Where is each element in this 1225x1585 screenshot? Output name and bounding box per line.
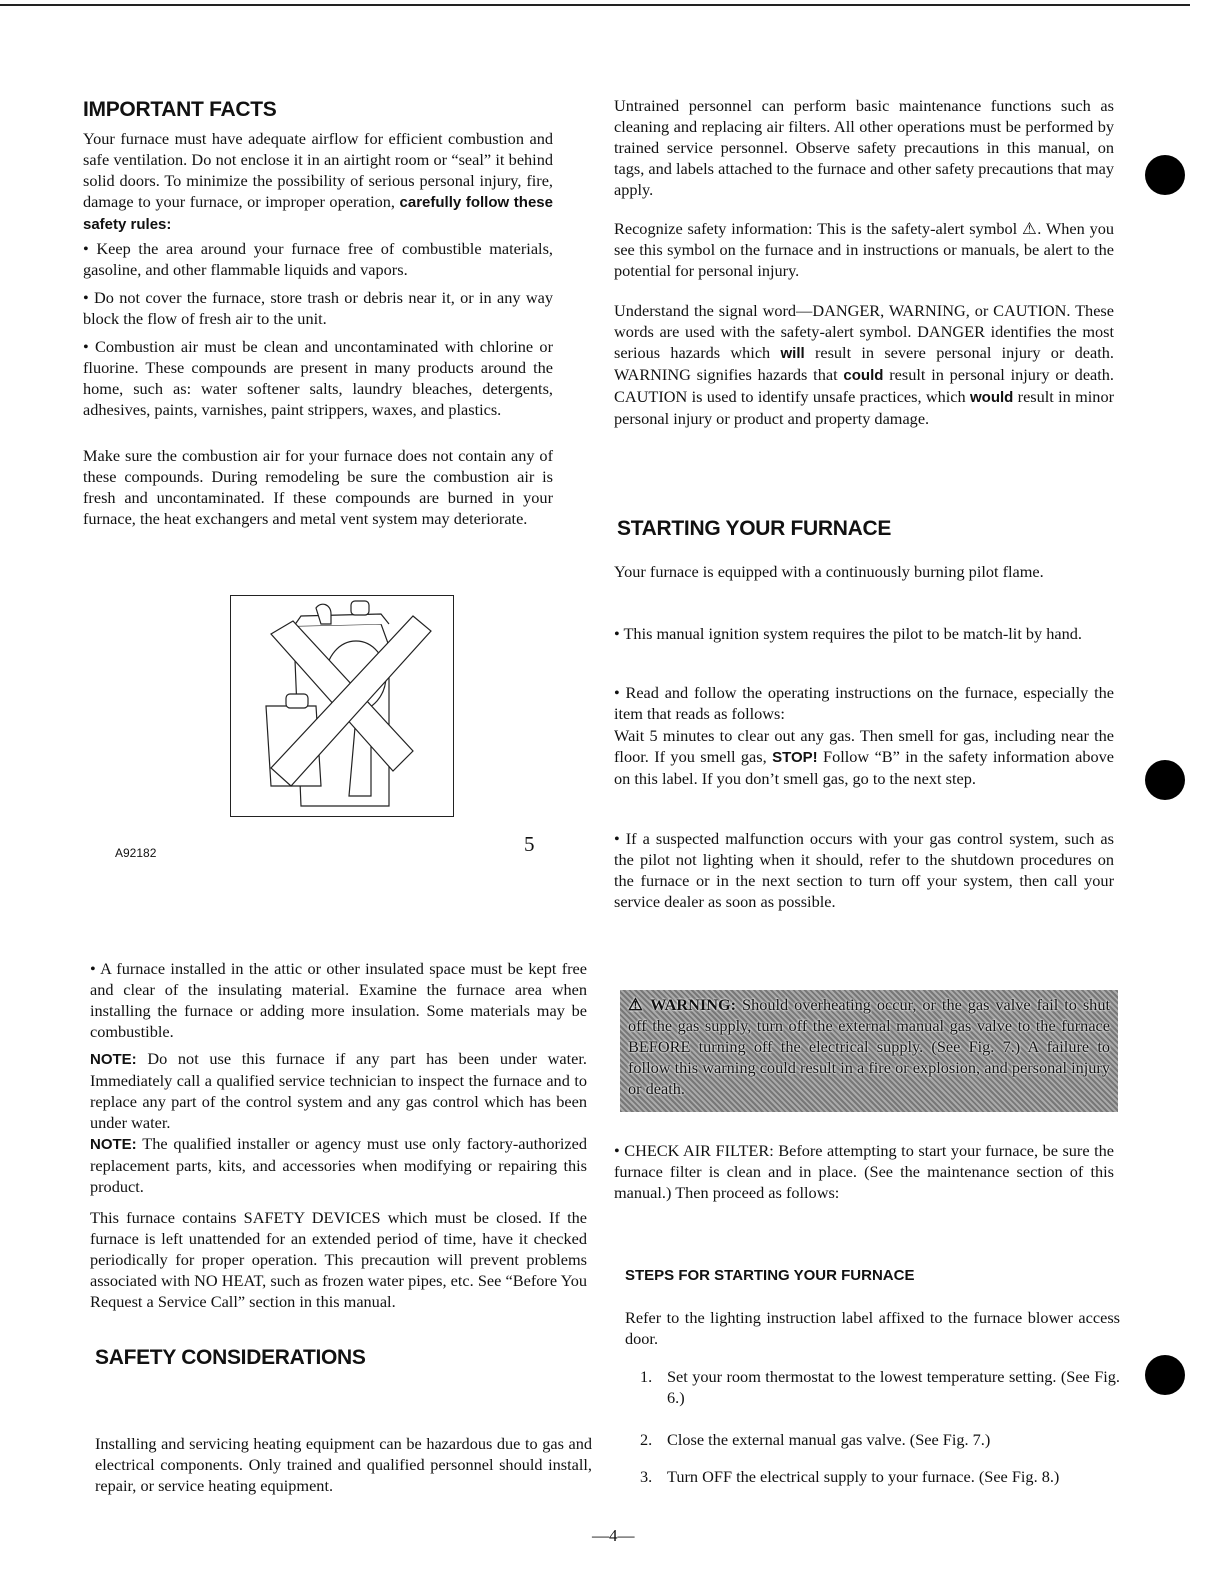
safety-devices-paragraph: This furnace contains SAFETY DEVICES which must be closed. If the furnace is left unattended for an extended period of time, have it checked periodically for proper operation. This precaution will prevent problems associated with NO HEAT, such as frozen water pipes, etc. See “Before You Request a Service Call” section in this manual. bbox=[90, 1208, 587, 1311]
bullet-item: • If a suspected malfunction occurs with your gas control system, such as the pilot not lighting when it should, refer to the shutdown procedures on the furnace or in the next section to turn off your system, then call your service dealer as soon as possible. bbox=[614, 829, 1114, 911]
note-paragraph bbox=[90, 1133, 587, 1197]
heading-starting-your-furnace: STARTING YOUR FURNACE bbox=[617, 517, 892, 540]
figure-no-flammables bbox=[230, 595, 454, 817]
bold-word: STOP! bbox=[772, 749, 818, 766]
signal-word-paragraph bbox=[614, 300, 1114, 429]
intro-bold: carefully follow these safety rules: bbox=[83, 194, 553, 233]
lighting-label-paragraph: Refer to the lighting instruction label affixed to the furnace blower access door. bbox=[625, 1308, 1120, 1348]
intro-text: Your furnace must have adequate airflow for efficient combustion and safe ventilation. Do not enclose it in an airtight room or “seal” it behind solid doors. To minimize the possibility of serious personal injury, fire, damage to your furnace, or improper operation, bbox=[83, 129, 553, 211]
bullet-text: If a suspected malfunction occurs with your gas control system, such as the pilot not lighting when it should, refer to the shutdown procedures on the furnace or in the next section to turn off your system, then call your service dealer as soon as possible. bbox=[614, 829, 1114, 911]
text: Wait 5 minutes to clear out any gas. Then smell for gas, including near the floor. If you smell gas, bbox=[614, 726, 1114, 766]
binder-hole-icon bbox=[1145, 155, 1185, 195]
note-text: The qualified installer or agency must use only factory-authorized replacement parts, kits, and accessories when modifying or repairing this product. bbox=[90, 1134, 587, 1196]
pilot-paragraph: Your furnace is equipped with a continuously burning pilot flame. bbox=[614, 562, 1044, 581]
step-item bbox=[640, 1429, 1120, 1450]
bullet-text: Read and follow the operating instructions on the furnace, especially the item that reads as follows: bbox=[614, 683, 1114, 723]
bullet-text: Combustion air must be clean and uncontaminated with chlorine or fluorine. These compounds are present in many products around the home, such as: water softener salts, laundry bleaches, detergents, adhesives, paints, varnishes, paint strippers, waxes, and plastics. bbox=[83, 337, 553, 419]
bold-word: will bbox=[780, 345, 805, 362]
bullet-item: • A furnace installed in the attic or other insulated space must be kept free and clear of the insulating material. Examine the furnace area when installing the furnace or adding more insulation. Some materials may be combustible. bbox=[90, 959, 587, 1041]
heading-safety-considerations: SAFETY CONSIDERATIONS bbox=[95, 1346, 366, 1369]
bold-word: would bbox=[970, 389, 1014, 406]
warning-box bbox=[620, 990, 1118, 1112]
bullet-item: • Do not cover the furnace, store trash or debris near it, or in any way block the flow of fresh air to the unit. bbox=[83, 288, 553, 328]
bullet-text: A furnace installed in the attic or other insulated space must be kept free and clear of the insulating material. Examine the furnace area when installing the furnace or adding more insulation. Some materials may be combustible. bbox=[90, 959, 587, 1041]
top-rule bbox=[0, 4, 1190, 6]
figure-number: 5 bbox=[524, 832, 535, 856]
step-item bbox=[640, 1366, 1120, 1408]
important-facts-intro bbox=[83, 128, 553, 235]
step-text: Turn OFF the electrical supply to your furnace. (See Fig. 8.) bbox=[667, 1467, 1060, 1486]
compounds-paragraph: Make sure the combustion air for your furnace does not contain any of these compounds. During remodeling be sure the combustion air is fresh and uncontaminated. If these compounds are burned in your furnace, the heat exchangers and metal vent system may deteriorate. bbox=[83, 446, 553, 528]
step-number: 3. bbox=[640, 1467, 653, 1486]
step-text: Close the external manual gas valve. (See Fig. 7.) bbox=[667, 1430, 991, 1449]
text: result in minor personal injury or product and property damage. bbox=[614, 387, 1115, 428]
binder-hole-icon bbox=[1145, 1355, 1185, 1395]
note-label: NOTE: bbox=[90, 1051, 137, 1068]
bullet-text: This manual ignition system requires the pilot to be match-lit by hand. bbox=[623, 624, 1082, 643]
bullet-item: • Keep the area around your furnace free of combustible materials, gasoline, and other flammable liquids and vapors. bbox=[83, 239, 553, 279]
bullet-item: • This manual ignition system requires the pilot to be match-lit by hand. bbox=[614, 624, 1082, 643]
maintenance-paragraph: Untrained personnel can perform basic maintenance functions such as cleaning and replacing air filters. All other operations must be performed by trained service personnel. Observe safety precautions in this manual, on tags, and labels attached to the furnace and other safety precautions that may apply. bbox=[614, 96, 1114, 199]
text: result in personal injury or death. CAUTION is used to identify unsafe practices, which bbox=[614, 365, 1115, 406]
safety-symbol-paragraph: Recognize safety information: This is the safety-alert symbol ⚠. When you see this symbol on the furnace and in instructions or manuals, be alert to the potential for personal injury. bbox=[614, 219, 1114, 280]
note-text: Do not use this furnace if any part has been under water. Immediately call a qualified service technician to inspect the furnace and to replace any part of the control system and any gas control which has been under water. bbox=[90, 1049, 587, 1132]
text: Understand the signal word—DANGER, WARNING, or CAUTION. These words are used with the safety-alert symbol. DANGER identifies the most serious hazards which bbox=[614, 301, 1114, 362]
flammable-containers-crossed-icon bbox=[231, 596, 453, 816]
figure-caption: A92182 bbox=[115, 846, 157, 860]
heading-important-facts: IMPORTANT FACTS bbox=[83, 98, 277, 121]
step-number: 1. bbox=[640, 1367, 653, 1386]
step-text: Set your room thermostat to the lowest temperature setting. (See Fig. 6.) bbox=[667, 1367, 1120, 1407]
bold-word: could bbox=[843, 367, 884, 384]
safety-paragraph: Installing and servicing heating equipment can be hazardous due to gas and electrical components. Only trained and qualified personnel should install, repair, or service heating equipment. bbox=[95, 1434, 592, 1495]
bullet-item: • CHECK AIR FILTER: Before attempting to start your furnace, be sure the furnace filter is clean and in place. (See the maintenance section of this manual.) Then proceed as follows: bbox=[614, 1141, 1114, 1202]
note-paragraph bbox=[90, 1048, 587, 1133]
bullet-item: • Combustion air must be clean and uncontaminated with chlorine or fluorine. These compounds are present in many products around the home, such as: water softener salts, laundry bleaches, detergents, adhesives, paints, varnishes, paint strippers, waxes, and plastics. bbox=[83, 337, 553, 419]
warning-label: ⚠ WARNING: bbox=[628, 995, 737, 1014]
bullet-text: CHECK AIR FILTER: Before attempting to start your furnace, be sure the furnace filter is clean and in place. (See the maintenance section of this manual.) Then proceed as follows: bbox=[614, 1141, 1114, 1202]
warning-text: Should overheating occur, or the gas valve fail to shut off the gas supply, turn off the external manual gas valve to the furnace BEFORE turning off the electrical supply. (See Fig. 7.) A failure to follow this warning could result in a fire or explosion, and personal injury or death. bbox=[628, 995, 1110, 1098]
text: Follow “B” in the safety information above on this label. If you don’t smell gas, go to the next step. bbox=[614, 747, 1114, 788]
bullet-item: • Read and follow the operating instructions on the furnace, especially the item that reads as follows: bbox=[614, 683, 1114, 723]
wait-paragraph bbox=[614, 725, 1114, 789]
page-number: —4— bbox=[592, 1526, 635, 1545]
binder-hole-icon bbox=[1145, 760, 1185, 800]
step-item bbox=[640, 1466, 1120, 1487]
step-number: 2. bbox=[640, 1430, 653, 1449]
bullet-text: Keep the area around your furnace free of combustible materials, gasoline, and other flammable liquids and vapors. bbox=[83, 239, 553, 279]
bullet-text: Do not cover the furnace, store trash or debris near it, or in any way block the flow of fresh air to the unit. bbox=[83, 288, 553, 328]
text: result in severe personal injury or death. WARNING signifies hazards that bbox=[614, 343, 1114, 384]
note-label: NOTE: bbox=[90, 1136, 137, 1153]
heading-steps: STEPS FOR STARTING YOUR FURNACE bbox=[625, 1267, 915, 1284]
